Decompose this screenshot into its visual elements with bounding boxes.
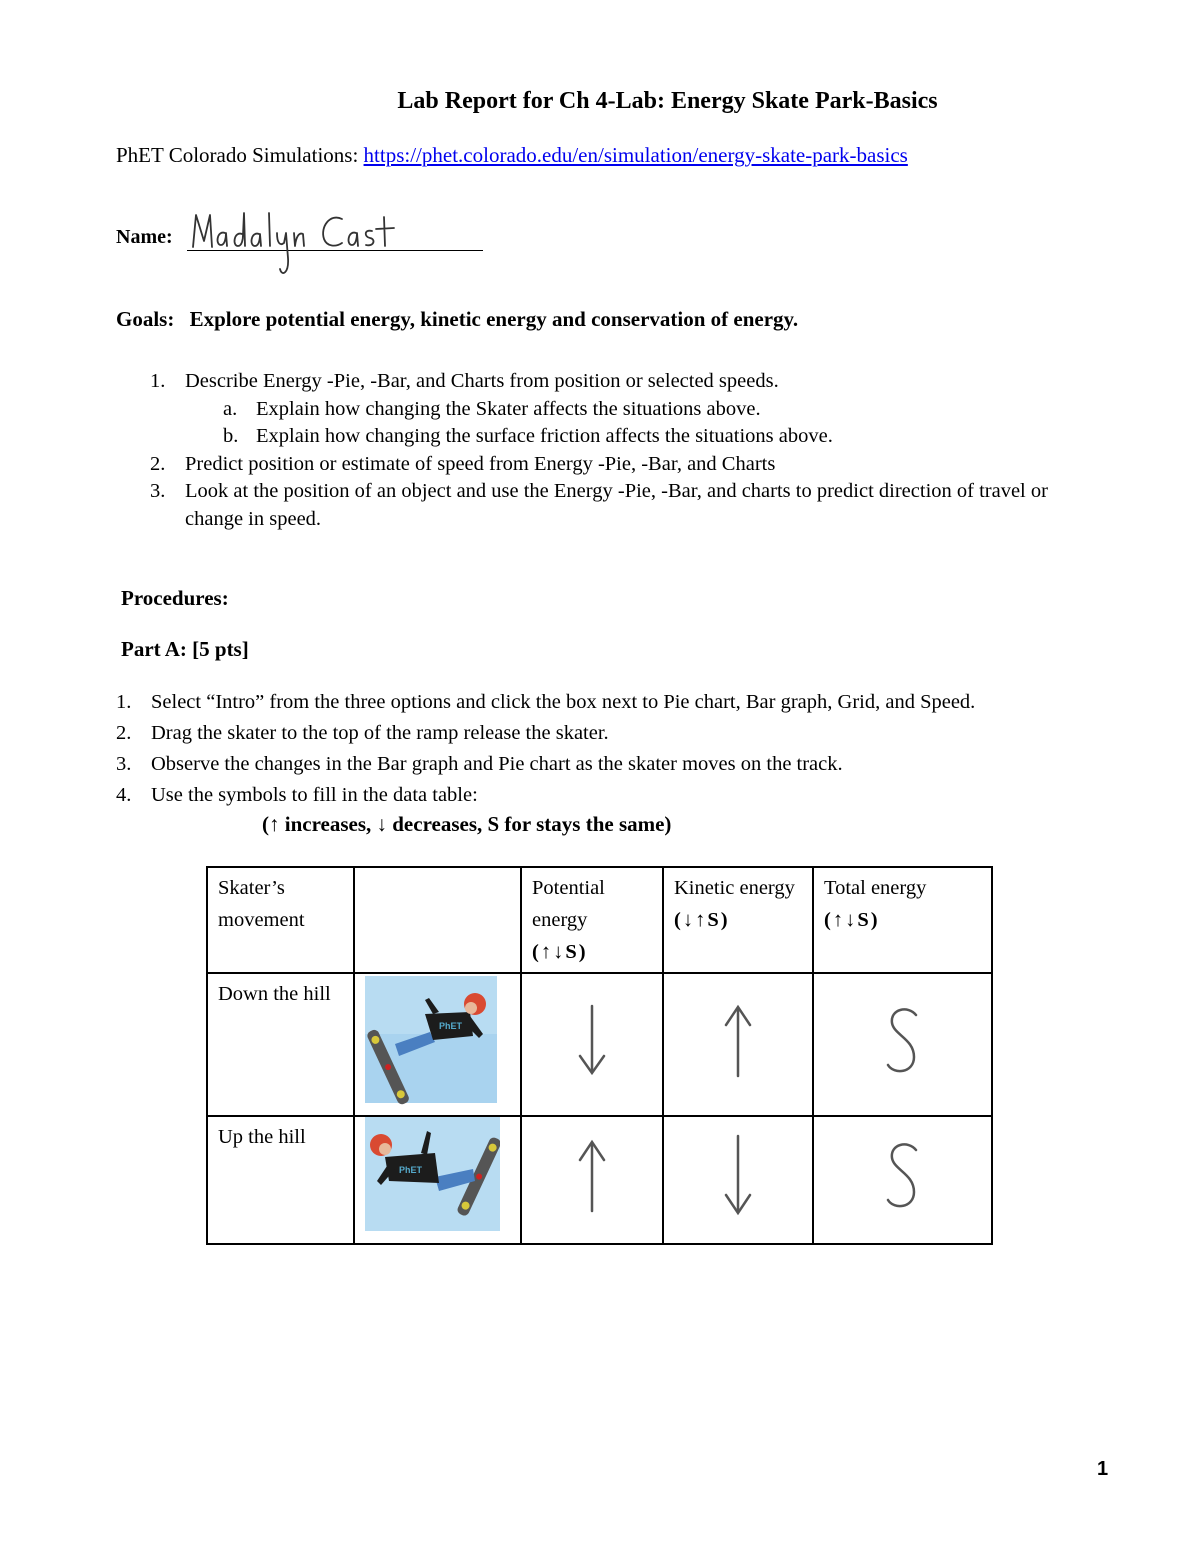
row-movement: Up the hill — [207, 1116, 354, 1244]
goal-number: a. — [223, 397, 238, 420]
goal-text: Predict position or estimate of speed from Energy -Pie, -Bar, and Charts — [185, 452, 776, 475]
svg-text:PhET: PhET — [439, 1021, 463, 1031]
simulation-line — [116, 143, 908, 168]
goal-text: Explain how changing the surface friction affects the situations above. — [256, 425, 833, 447]
goal-item — [150, 368, 1110, 396]
step-text: Select “Intro” from the three options and click the box next to Pie chart, Bar graph, Grid, and Speed. — [151, 691, 976, 713]
document-title: Lab Report for Ch 4-Lab: Energy Skate Park-Basics — [397, 88, 938, 114]
symbol-legend: (↑ increases, ↓ decreases, S for stays the same) — [262, 812, 672, 836]
step-item — [116, 749, 1116, 780]
svg-text:PhET: PhET — [399, 1165, 423, 1175]
procedure-steps — [116, 687, 1116, 811]
header-movement: Skater’s movement — [207, 867, 354, 973]
step-text: Drag the skater to the top of the ramp release the skater. — [151, 722, 609, 744]
header-total — [813, 867, 992, 973]
header-total-label: Total energy — [824, 877, 927, 899]
goal-subitem — [150, 423, 1110, 451]
step-number: 2. — [116, 722, 132, 744]
goals-label: Goals: — [116, 307, 175, 331]
row-total — [813, 973, 992, 1116]
header-potential — [521, 867, 663, 973]
table-row — [207, 973, 992, 1116]
step-number: 1. — [116, 691, 132, 713]
energy-data-table — [206, 866, 993, 1245]
goals-text: Explore potential energy, kinetic energy and conservation of energy. — [189, 307, 799, 331]
skater-down-image — [354, 973, 521, 1116]
goal-item — [150, 451, 1110, 479]
row-movement: Down the hill — [207, 973, 354, 1116]
header-potential-label: Potential energy — [532, 877, 605, 931]
up-arrow-icon — [718, 1001, 758, 1081]
goal-text: Look at the position of an object and use the Energy -Pie, -Bar, and charts to predict direction of travel or change in speed. — [185, 480, 1048, 530]
row-kinetic — [663, 1116, 813, 1244]
procedures-heading: Procedures: — [121, 586, 229, 610]
handwritten-s — [878, 1136, 928, 1216]
goal-subitem — [150, 396, 1110, 424]
step-text: Use the symbols to fill in the data table: — [151, 784, 478, 806]
step-item — [116, 687, 1116, 718]
row-potential — [521, 1116, 663, 1244]
goal-number: 2. — [150, 452, 166, 475]
step-number: 3. — [116, 753, 132, 775]
down-arrow-icon — [718, 1131, 758, 1221]
table-row — [207, 1116, 992, 1244]
goal-number: 1. — [150, 370, 166, 392]
goal-number: b. — [223, 425, 239, 447]
row-potential — [521, 973, 663, 1116]
step-text: Observe the changes in the Bar graph and Pie chart as the skater moves on the track. — [151, 753, 843, 775]
step-item — [116, 718, 1116, 749]
up-arrow-icon — [572, 1136, 612, 1216]
header-kinetic-symbols: (↓↑S) — [674, 909, 730, 931]
down-arrow-icon — [572, 1001, 612, 1081]
skater-down-illustration — [355, 974, 500, 1105]
header-total-symbols: (↑↓S) — [824, 909, 880, 931]
name-label: Name: — [116, 226, 173, 248]
simulation-label: PhET Colorado Simulations: — [116, 143, 364, 167]
simulation-link[interactable]: https://phet.colorado.edu/en/simulation/energy-skate-park-basics — [363, 143, 908, 167]
table-header-row — [207, 867, 992, 973]
header-kinetic — [663, 867, 813, 973]
part-a-heading: Part A: [5 pts] — [121, 637, 249, 661]
skater-up-illustration — [355, 1117, 500, 1233]
goal-number: 3. — [150, 480, 166, 502]
handwritten-signature — [190, 203, 490, 283]
row-total — [813, 1116, 992, 1244]
row-kinetic — [663, 973, 813, 1116]
goal-list — [150, 368, 1110, 533]
header-image — [354, 867, 521, 973]
goal-text: Describe Energy -Pie, -Bar, and Charts from position or selected speeds. — [185, 370, 779, 392]
header-potential-symbols: (↑↓S) — [532, 941, 588, 963]
step-item — [116, 780, 1116, 811]
page-number: 1 — [1097, 1458, 1109, 1480]
header-kinetic-label: Kinetic energy — [674, 877, 795, 899]
step-number: 4. — [116, 784, 132, 806]
goals — [116, 307, 798, 332]
handwritten-s — [878, 1001, 928, 1081]
skater-up-image — [354, 1116, 521, 1244]
goal-item — [150, 478, 1110, 533]
goal-text: Explain how changing the Skater affects the situations above. — [256, 397, 761, 420]
